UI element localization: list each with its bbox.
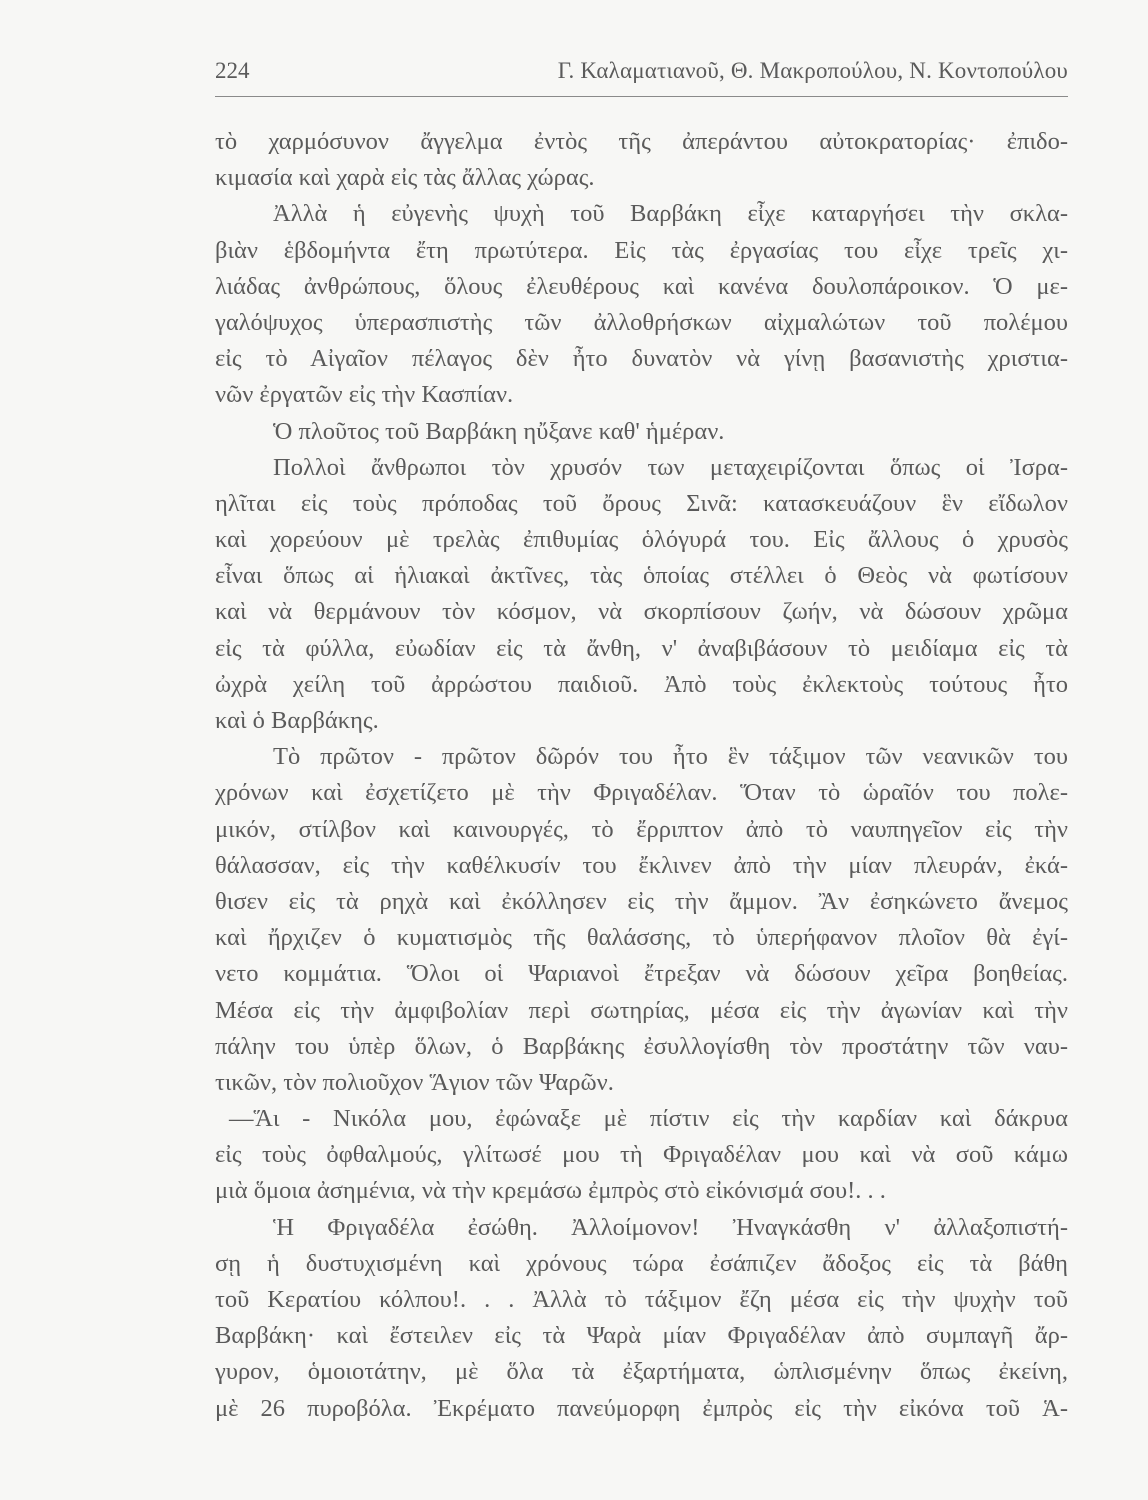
text-line: ὠχρὰ χείλη τοῦ ἀρρώστου παιδιοῦ. Ἀπὸ τοὺς ἐκλεκτοὺς τούτους ἦτο — [215, 670, 1068, 698]
text-line: Πολλοὶ ἄνθρωποι τὸν χρυσόν των μεταχειρίζονται ὅπως οἱ Ἰσρα- — [273, 453, 1068, 481]
text-line: καὶ ὁ Βαρβάκης. — [215, 707, 379, 734]
text-line: —Ἅι - Νικόλα μου, ἐφώναξε μὲ πίστιν εἰς τὴν καρδίαν καὶ δάκρυα — [229, 1105, 1068, 1133]
text-line: μὲ 26 πυροβόλα. Ἐκρέματο πανεύμορφη ἐμπρὸς εἰς τὴν εἰκόνα τοῦ Ἁ- — [215, 1394, 1068, 1422]
text-line: εἰς τὰ φύλλα, εὐωδίαν εἰς τὰ ἄνθη, ν' ἀναβιβάσουν τὸ μειδίαμα εἰς τὰ — [215, 634, 1068, 662]
text-line: γαλόψυχος ὑπερασπιστὴς τῶν ἀλλοθρήσκων αἰχμαλώτων τοῦ πολέμου — [215, 308, 1068, 336]
text-line: καὶ χορεύουν μὲ τρελὰς ἐπιθυμίας ὁλόγυρά του. Εἰς ἄλλους ὁ χρυσὸς — [215, 526, 1068, 554]
text-line: σῃ ἡ δυστυχισμένη καὶ χρόνους τώρα ἐσάπιζεν ἄδοξος εἰς τὰ βάθη — [215, 1249, 1068, 1277]
text-line: εἰς τοὺς ὀφθαλμούς, γλίτωσέ μου τὴ Φριγαδέλαν μου καὶ νὰ σοῦ κάμω — [215, 1141, 1068, 1169]
text-line: τικῶν, τὸν πολιοῦχον Ἅγιον τῶν Ψαρῶν. — [215, 1068, 614, 1096]
page-number: 224 — [215, 58, 250, 83]
text-line: Ἀλλὰ ἡ εὐγενὴς ψυχὴ τοῦ Βαρβάκη εἶχε καταργήσει τὴν σκλα- — [273, 200, 1068, 228]
text-line: χρόνων καὶ ἐσχετίζετο μὲ τὴν Φριγαδέλαν. Ὅταν τὸ ὡραῖόν του πολε- — [215, 779, 1068, 807]
text-line: θάλασσαν, εἰς τὴν καθέλκυσίν του ἔκλινεν ἀπὸ τὴν μίαν πλευράν, ἐκά- — [215, 851, 1068, 879]
text-line: Ἡ Φριγαδέλα ἐσώθη. Ἀλλοίμονον! Ἠναγκάσθη ν' ἀλλαξοπιστή- — [273, 1213, 1068, 1241]
header-rule — [215, 96, 1068, 97]
text-line: Ὁ πλοῦτος τοῦ Βαρβάκη ηὔξανε καθ' ἡμέραν. — [273, 417, 725, 445]
text-line: νετο κομμάτια. Ὅλοι οἱ Ψαριανοὶ ἔτρεξαν νὰ δώσουν χεῖρα βοηθείας. — [215, 960, 1068, 988]
running-title: Γ. Καλαματιανοῦ, Θ. Μακροπούλου, Ν. Κοντοπούλου — [557, 58, 1068, 83]
text-line: νῶν ἐργατῶν εἰς τὴν Κασπίαν. — [215, 381, 514, 409]
text-line: τὸ χαρμόσυνον ἄγγελμα ἐντὸς τῆς ἀπεράντου αὐτοκρατορίας· ἐπιδο- — [215, 128, 1068, 155]
text-line: Μέσα εἰς τὴν ἀμφιβολίαν περὶ σωτηρίας, μέσα εἰς τὴν ἀγωνίαν καὶ τὴν — [215, 996, 1068, 1024]
text-line: καὶ νὰ θερμάνουν τὸν κόσμον, νὰ σκορπίσουν ζωήν, νὰ δώσουν χρῶμα — [215, 598, 1068, 626]
page-header — [215, 58, 1068, 88]
text-line: μιὰ ὅμοια ἀσημένια, νὰ τὴν κρεμάσω ἐμπρὸς στὸ εἰκόνισμά σου!. . . — [215, 1177, 886, 1205]
text-line: τοῦ Κερατίου κόλπου!. . . Ἀλλὰ τὸ τάξιμον ἔζη μέσα εἰς τὴν ψυχὴν τοῦ — [215, 1286, 1068, 1313]
text-line: κιμασία καὶ χαρὰ εἰς τὰς ἄλλας χώρας. — [215, 164, 595, 192]
body-text — [215, 124, 1068, 1427]
text-line: θισεν εἰς τὰ ρηχὰ καὶ ἐκόλλησεν εἰς τὴν ἄμμον. Ἂν ἐσηκώνετο ἄνεμος — [215, 887, 1068, 915]
text-line: λιάδας ἀνθρώπους, ὅλους ἐλευθέρους καὶ κανένα δουλοπάροικον. Ὁ με- — [215, 272, 1068, 300]
text-line: εἶναι ὅπως αἱ ἡλιακαὶ ἀκτῖνες, τὰς ὁποίας στέλλει ὁ Θεὸς νὰ φωτίσουν — [215, 562, 1068, 590]
text-line: γυρον, ὁμοιοτάτην, μὲ ὅλα τὰ ἐξαρτήματα, ὡπλισμένην ὅπως ἐκείνη, — [215, 1358, 1068, 1386]
text-line: πάλην του ὑπὲρ ὅλων, ὁ Βαρβάκης ἐσυλλογίσθη τὸν προστάτην τῶν ναυ- — [215, 1032, 1068, 1060]
text-line: μικόν, στίλβον καὶ καινουργές, τὸ ἔρριπτον ἀπὸ τὸ ναυπηγεῖον εἰς τὴν — [215, 815, 1068, 843]
text-line: Τὸ πρῶτον - πρῶτον δῶρόν του ἦτο ἓν τάξιμον τῶν νεανικῶν του — [273, 743, 1068, 771]
text-line: βιὰν ἑβδομήντα ἔτη πρωτύτερα. Εἰς τὰς ἐργασίας του εἶχε τρεῖς χι- — [215, 236, 1068, 264]
text-line: καὶ ἤρχιζεν ὁ κυματισμὸς τῆς θαλάσσης, τὸ ὑπερήφανον πλοῖον θὰ ἐγί- — [215, 924, 1068, 952]
text-line: Βαρβάκη· καὶ ἔστειλεν εἰς τὰ Ψαρὰ μίαν Φριγαδέλαν ἀπὸ συμπαγῆ ἄρ- — [215, 1322, 1068, 1350]
text-line: ηλῖται εἰς τοὺς πρόποδας τοῦ ὄρους Σινᾶ: κατασκευάζουν ἓν εἴδωλον — [215, 489, 1068, 517]
text-line: εἰς τὸ Αἰγαῖον πέλαγος δὲν ἦτο δυνατὸν νὰ γίνῃ βασανιστὴς χριστια- — [215, 345, 1068, 373]
